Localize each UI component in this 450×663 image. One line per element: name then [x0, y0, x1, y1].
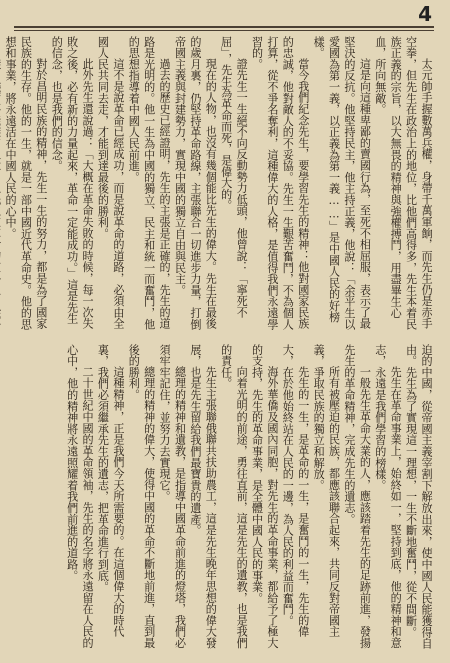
paragraph: 當今我們紀念先生，要學習先生的精神：他對國家民族的忠誠，他對敵人的不妥協。先生一生艱苦奮鬥，不為個人打算，從不爭名奪利，這種偉大的人格，是值得我們永遠學習的。 — [250, 36, 310, 330]
paragraph: 證先生一生絕不向反動勢力低頭，他曾說：「寧死不屈」，先生為革命而死，是偉大的。 — [219, 36, 249, 319]
paragraph: 這不是說革命已經成功，而是說革命的道路，必須由全國人民共同去走，才能到達最後的勝利。 — [96, 36, 125, 330]
paragraph: 向着光明的前途，勇往直前，這是先生的遺教，也是我們的責任。 — [219, 344, 249, 649]
paragraph: 太元帥手握數萬兵權，身帶千萬軍餉，而先生仍是赤手空拳，但先生在政治上的地位，比他們高得多，先生本着民族正義的宗旨，以大無畏的精神與強權搏鬥，用盡畢生心血，所向無敵。 — [373, 36, 433, 330]
header-rule-thin — [14, 30, 434, 31]
paragraph: 現在的人物，也沒有幾個能比先生的偉大。先生在最後的歲月裏，仍堅持革命路線，主張聯合一切進步力量，打倒帝國主義與封建勢力，實現中國的獨立自由與民主。 — [173, 36, 218, 330]
paragraph: 一般先生革命大業的人，應該踏着先生的足跡前進，發揚先生的革命精神，完成先生的遺志。 — [342, 344, 372, 649]
top-text-block — [4, 36, 434, 334]
paragraph: 先生的一生，是革命的一生，是奮鬥的一生，先生的偉大，在於他始終站在人民的一邊，為人民的利益而奮鬥。 — [281, 344, 310, 638]
bottom-text-block — [14, 344, 434, 652]
paragraph: 過去的歷史已經證明，先生的主張是正確的，先生的道路是光明的。他一生為中國的獨立、民主和統一而奮鬥，他的思想指導着中國人民前進。 — [127, 36, 172, 330]
paragraph: 對於昌明民族的精神，先生一生的努力，都是為了國家民族的生存。他的一生，就是一部中國近代革命史。他的思想和事業，將永遠活在中國人民的心中。 — [4, 36, 48, 330]
page-number: 4 — [418, 2, 432, 26]
paragraph: 總理的精神的偉大，使得中國的革命不斷地前進，直到最後的勝利。 — [127, 344, 156, 649]
paragraph: 此外先生還說過：「大概在革命失敗的時候，每一次失敗之後，必有新的力量起來，革命一定能成功。」這是先生的信念，也是我們的信念。 — [50, 36, 95, 330]
paragraph: 海外華僑及國內同胞，對先生的革命事業，都給予了極大的支持，先生的革命事業，是全體中國人民的事業。 — [250, 344, 279, 649]
paragraph: 先生在革命事業上，始終如一，堅持到底，他的精神和意志，永遠是我們學習的榜樣。 — [373, 344, 403, 649]
paragraph — [0, 36, 3, 334]
paragraph: 先生主張聯俄聯共扶助農工，這是先生晚年思想的偉大發展，也是先生留給我們最寶貴的遺產。 — [188, 344, 218, 649]
paragraph: 這種精神，正是我們今天所需要的。在這個偉大的時代裏，我們必須繼承先生的遺志，把革命進行到底。 — [96, 344, 125, 638]
paragraph: 所有被壓迫的民族，都應該聯合起來，共同反對帝國主義，爭取民族的獨立和解放。 — [312, 344, 341, 638]
paragraph: 這是向這種卑鄙的賣國行為，至死不相屈服，表示了最堅決的反抗。他堅持民主，他主持正義，他說：「余平生以愛國為第一義，以正義為第一義……」是中國人民的好榜樣。 — [312, 36, 372, 330]
paragraph: 二十世紀中國的革命領袖，先生的名字將永遠留在人民的心中，他的精神將永遠照耀着我們前進的道路。 — [65, 344, 95, 649]
paragraph: 迫的中國，從帝國主義宰割下解放出來，使中國人民能獲得自由。先生為了實現這一理想，一生不斷地奮鬥，從不間斷。 — [404, 344, 433, 650]
header-rule — [14, 26, 434, 28]
paragraph: 總理的精神和遺教，是指導中國革命前進的燈塔，我們必須牢牢記住，並努力去實現它。 — [158, 344, 187, 649]
